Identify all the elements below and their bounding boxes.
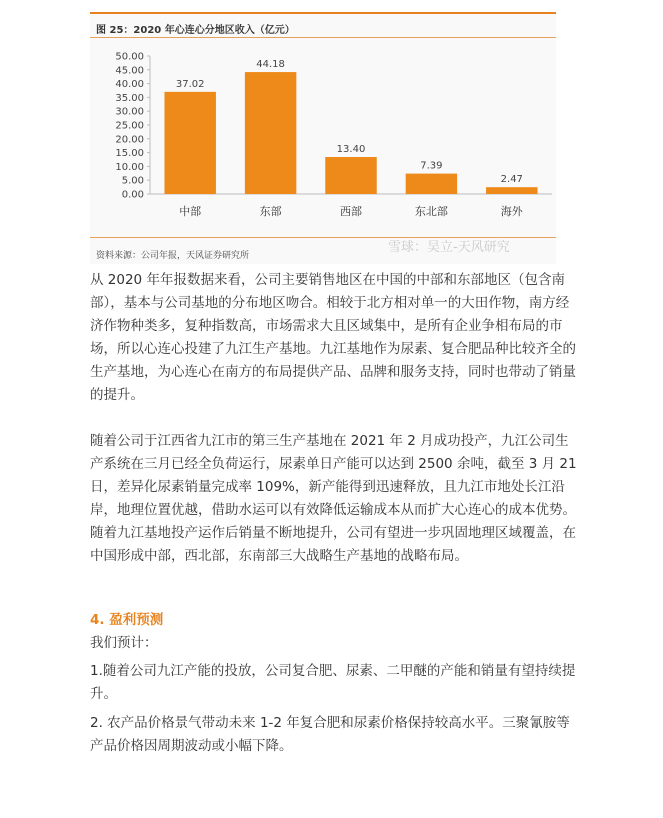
bar <box>325 157 376 194</box>
bar <box>245 72 296 194</box>
y-tick-label: 10.00 <box>115 161 144 173</box>
figure-source: 资料来源：公司年报，天风证券研究所 <box>96 251 250 261</box>
bar-value-label: 2.47 <box>500 174 523 186</box>
y-tick-label: 50.00 <box>115 51 144 63</box>
x-category-label: 东北部 <box>414 205 448 218</box>
figure-title-rule <box>90 37 556 38</box>
y-tick-label: 30.00 <box>115 106 144 118</box>
bar <box>406 174 457 194</box>
paragraph-1: 从 2020 年年报数据来看，公司主要销售地区在中国的中部和东部地区（包含南部），基本与公司基地的分布地区吻合。相较于北方相对单一的大田作物，南方经济作物种类多，复种指数高，市场需求大且区域集中，是所有企业争相布局的市场，所以心连心投建了九江生产基地。九江基地作为尿素、复合肥品种比较齐全的生产基地，为心连心在南方的布局提供产品、品牌和服务支持，同时也带动了销量的提升。 <box>90 272 576 403</box>
bar-value-label: 44.18 <box>256 59 285 71</box>
watermark: 雪球：吴立-天风研究 <box>388 240 510 255</box>
bar-value-label: 7.39 <box>420 160 443 172</box>
forecast-point-2: 2. 农产品价格景气带动未来 1-2 年复合肥和尿素价格保持较高水平。三聚氰胺等产品价格因周期波动或小幅下降。 <box>90 715 570 754</box>
y-tick-label: 40.00 <box>115 79 144 91</box>
paragraph-2: 随着公司于江西省九江市的第三生产基地在 2021 年 2 月成功投产，九江公司生产系统在三月已经全负荷运行，尿素单日产能可以达到 2500 余吨，截至 3 月 21 日，差异化尿素销量完成率 109%，新产能得到迅速释放，且九江市地处长江沿岸，地理位置优越，借助水运可以有效降低运输成本从而扩大心连心的成本优势。随着九江基地投产运作后销量不断地提升，公司有望进一步巩固地理区域覆盖，在中国形成中部，西北部，东南部三大战略生产基地的战略布局。 <box>90 433 577 564</box>
y-tick-label: 0.00 <box>121 189 144 201</box>
section-intro: 我们预计： <box>90 635 158 651</box>
x-category-label: 西部 <box>340 205 362 218</box>
figure-title: 图 25：2020 年心连心分地区收入（亿元） <box>96 25 295 36</box>
x-category-label: 海外 <box>500 205 523 218</box>
bar-value-label: 13.40 <box>336 144 366 156</box>
bar <box>486 187 537 194</box>
y-tick-label: 35.00 <box>115 92 144 104</box>
x-category-label: 东部 <box>259 205 282 218</box>
bar-value-label: 37.02 <box>175 78 205 90</box>
forecast-point-1: 1.随着公司九江产能的投放，公司复合肥、尿素、二甲醚的产能和销量有望持续提升。 <box>90 663 576 702</box>
section-heading: 4. 盈利预测 <box>90 612 164 628</box>
x-category-label: 中部 <box>179 205 202 218</box>
bar-chart <box>90 40 556 236</box>
figure-top-rule <box>90 12 556 14</box>
y-tick-label: 5.00 <box>121 175 144 187</box>
y-tick-label: 15.00 <box>115 148 144 160</box>
bar <box>164 92 215 194</box>
y-tick-label: 20.00 <box>115 134 144 146</box>
y-tick-label: 25.00 <box>115 120 144 132</box>
y-tick-label: 45.00 <box>115 65 144 77</box>
